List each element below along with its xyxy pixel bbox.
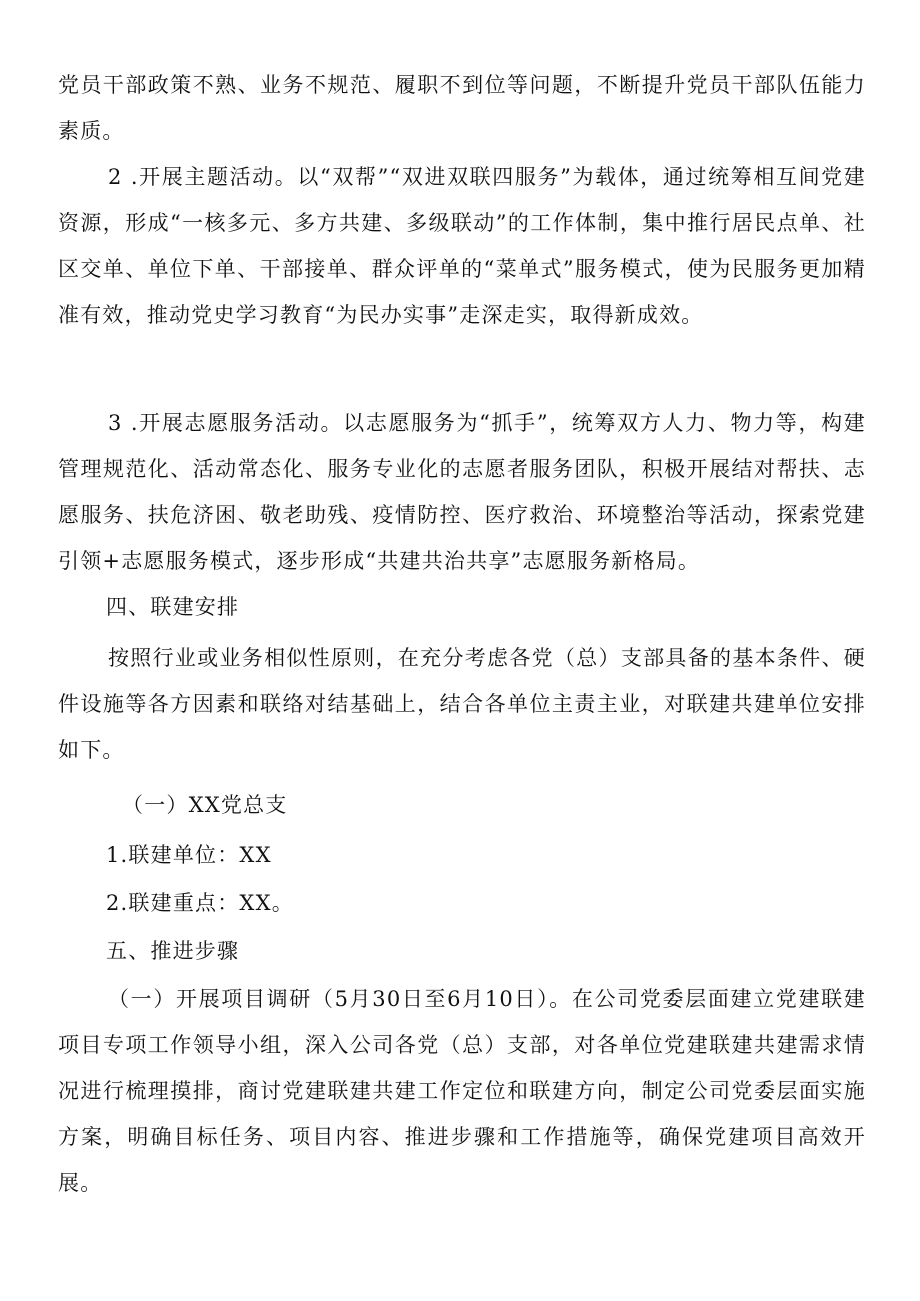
list-item-joint-unit: 1.联建单位：XX [106,843,272,867]
paragraph-project-research: （一）开展项目调研（5月30日至6月10日）。在公司党委层面建立党建联建项目专项工作领导小组，深入公司各党（总）支部，对各单位党建联建共建需求情况进行梳理摸排，商讨党建联建共建工作定位和联建方向，制定公司党委层面实施方案，明确目标任务、项目内容、推进步骤和工作措施等，确保党建项目高效开展。 [58,987,866,1195]
paragraph-arrangement-principle: 按照行业或业务相似性原则，在充分考虑各党（总）支部具备的基本条件、硬件设施等各方因素和联络对结基础上，结合各单位主责主业，对联建共建单位安排如下。 [58,646,866,762]
paragraph-volunteer-service: 3 .开展志愿服务活动。以志愿服务为“抓手”，统筹双方人力、物力等，构建管理规范化、活动常态化、服务专业化的志愿者服务团队，积极开展结对帮扶、志愿服务、扶危济困、敬老助残、疫情防控、医疗救治、环境整治等活动，探索党建引领+志愿服务模式，逐步形成“共建共治共享”志愿服务新格局。 [58,411,866,573]
list-item-joint-focus: 2.联建重点：XX。 [106,891,294,915]
paragraph-theme-activities: 2 .开展主题活动。以“双帮”“双进双联四服务”为载体，通过统筹相互间党建资源，形成“一核多元、多方共建、多级联动”的工作体制，集中推行居民点单、社区交单、单位下单、干部接单、群众评单的“菜单式”服务模式，使为民服务更加精准有效，推动党史学习教育“为民办实事”走深走实，取得新成效。 [58,165,866,327]
paragraph-continuation: 党员干部政策不熟、业务不规范、履职不到位等问题，不断提升党员干部队伍能力素质。 [58,73,866,143]
section-heading-implementation-steps: 五、推进步骤 [106,939,240,963]
section-heading-joint-arrangement: 四、联建安排 [106,595,240,619]
subsection-heading-party-branch: （一）XX党总支 [122,793,288,817]
